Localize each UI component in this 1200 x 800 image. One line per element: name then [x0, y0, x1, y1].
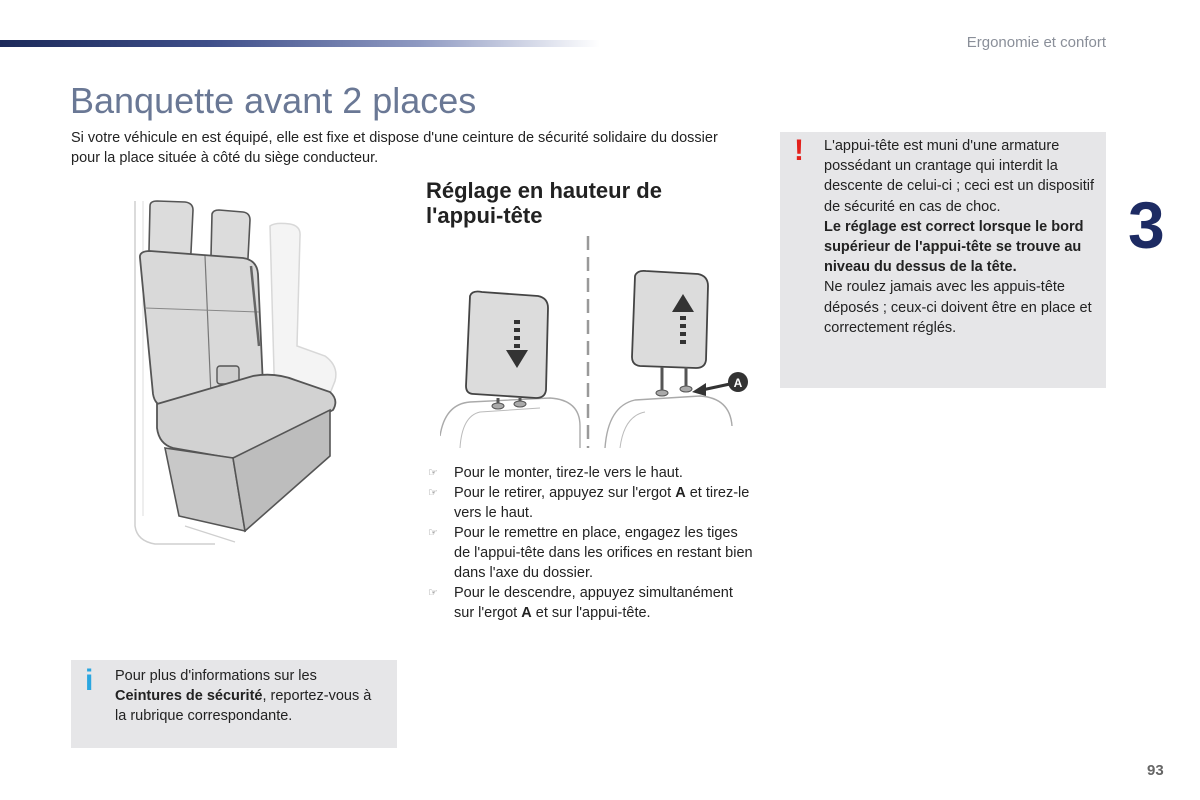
page-title: Banquette avant 2 places	[70, 80, 477, 121]
section-subtitle: Réglage en hauteur de l'appui-tête	[426, 178, 662, 228]
header-gradient-bar	[0, 40, 600, 47]
section-label: Ergonomie et confort	[966, 34, 1106, 51]
list-item: ☞ Pour le remettre en place, engagez les tiges de l'appui-tête dans les orifices en restant bien dans l'axe du dossier.	[428, 525, 753, 581]
info-icon: i	[85, 664, 94, 697]
pointer-icon: ☞	[428, 487, 438, 499]
page-number: 93	[1147, 762, 1164, 779]
warning-text: L'appui-tête est muni d'une armature possédant un crantage qui interdit la descente de celui-ci ; ceci est un dispositif de sécurité en cas de choc. Le réglage est correct lorsque le bord supérieur de l'appui-tête se trouve au niveau du dessus de la tête. Ne roulez jamais avec les appuis-tête déposés ; ceux-ci doivent être en place et correctement réglés.	[824, 138, 1094, 336]
bench-seat-illustration	[125, 196, 385, 546]
pointer-icon: ☞	[428, 467, 438, 479]
intro-paragraph: Si votre véhicule en est équipé, elle est fixe et dispose d'une ceinture de sécurité solidaire du dossier pour la place située à côté du siège conducteur.	[71, 130, 718, 166]
list-item: ☞ Pour le descendre, appuyez simultanément sur l'ergot A et sur l'appui-tête.	[428, 585, 733, 621]
headrest-adjustment-illustration	[440, 236, 760, 448]
chapter-number: 3	[1128, 188, 1165, 262]
warning-box	[780, 132, 1106, 388]
list-item: ☞ Pour le monter, tirez-le vers le haut.	[428, 465, 683, 481]
callout-a-label: A	[733, 376, 743, 390]
warning-exclamation-icon: !	[794, 134, 804, 167]
steps-list	[426, 463, 756, 623]
info-text: Pour plus d'informations sur les Ceintures de sécurité, reportez-vous à la rubrique correspondante.	[115, 668, 372, 724]
list-item: ☞ Pour le retirer, appuyez sur l'ergot A et tirez-le vers le haut.	[428, 485, 750, 521]
info-box	[71, 660, 397, 748]
pointer-icon: ☞	[428, 587, 438, 599]
pointer-icon: ☞	[428, 527, 438, 539]
